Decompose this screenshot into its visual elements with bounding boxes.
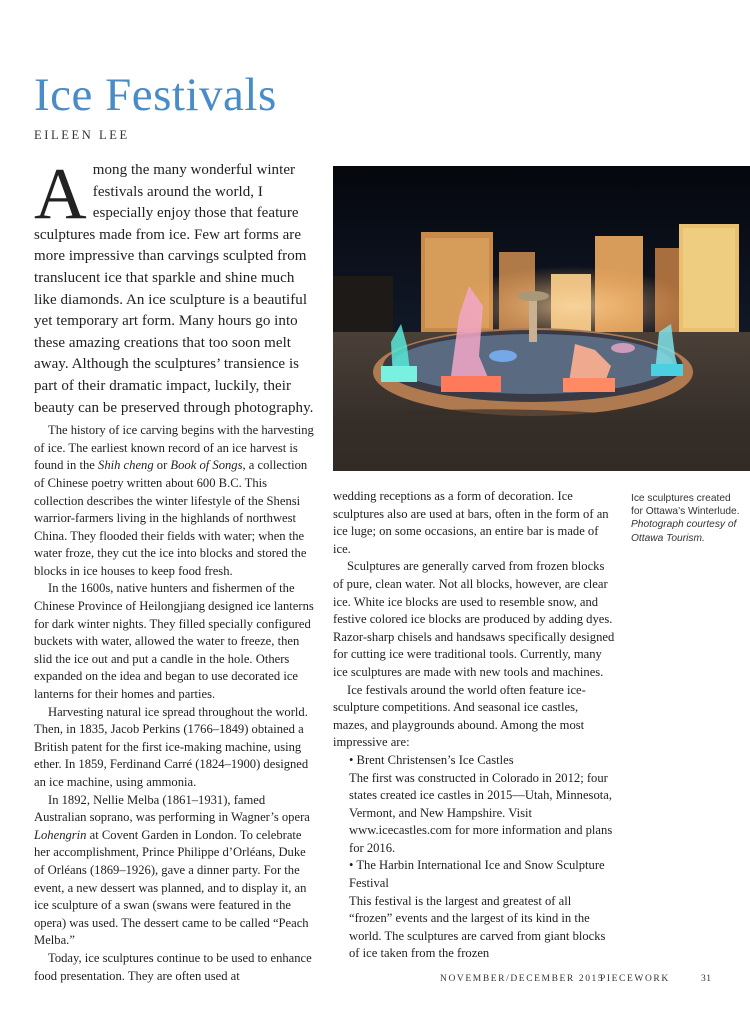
- ice-sculpture-photo: [333, 166, 750, 471]
- paragraph-today: Today, ice sculptures continue to be used to enhance food presentation. They are often used at: [34, 950, 312, 983]
- paragraph-festivals: Ice festivals around the world often feature ice-sculpture competitions. And seasonal ice castles, mazes, and playgrounds abound. Among the most impressive are:: [333, 682, 586, 750]
- bullet-ice-castles: • Brent Christensen’s Ice Castles: [349, 752, 514, 767]
- intro-text: mong the many wonderful winter festivals around the world, I especially enjoy those that feature sculptures made from ice. Few art forms are more impressive than carvings sculpted from translucent ice that sparkle and shine much like diamonds. An ice sculpture is a beautiful yet temporary art form. Many hours go into these amazing creations that too soon melt away. Although the sculptures’ transience is part of their dramatic impact, luckily, their beauty can be preserved through photography.: [34, 162, 314, 416]
- paragraph-blocks: Sculptures are generally carved from frozen blocks of pure, clean water. Not all blocks, however, are clear ice. White ice blocks are used to resemble snow, and festive colored ice blocks are produced by adding dyes. Razor-sharp chisels and handsaws specifically designed for cutting ice were traditional tools. Currently, many ice sculptures are made with new tools and machines.: [333, 559, 615, 679]
- photo-illustration: [333, 166, 750, 471]
- left-body: [34, 422, 318, 985]
- ice-castles-description: The first was constructed in Colorado in 2012; four states created ice castles in 2015—Utah, Minnesota, Vermont, and New Hampshire. Visit www.icecastles.com for more information and plans for 2016.: [349, 770, 613, 855]
- harbin-description: This festival is the largest and greatest of all “frozen” events and the largest of its kind in the world. The sculptures are carved from giant blocks of ice taken from the frozen: [349, 893, 606, 961]
- caption-text: Ice sculptures created for Ottawa’s Winterlude.: [631, 493, 740, 518]
- footer-magazine: PIECEWORK: [600, 974, 670, 984]
- right-column: [333, 488, 615, 963]
- photo-caption: [631, 492, 743, 545]
- caption-credit: Photograph courtesy of Ottawa Tourism.: [631, 519, 737, 544]
- paragraph-wedding: wedding receptions as a form of decoration. Ice sculptures also are used at bars, often in the form of an ice luge; on some occasions, an entire bar is made of ice.: [333, 489, 609, 556]
- article-title: Ice Festivals: [34, 69, 277, 121]
- author-byline: EILEEN LEE: [34, 128, 130, 142]
- paragraph-history: The history of ice carving begins with the harvesting of ice. The earliest known record of an ice harvest is found in the Shih cheng or Book of Songs, a collection of Chinese poetry written about 600 B.C. This collection describes the winter lifestyle of the Shensi warrior-farmers living in the highlands of northwest China. They flooded their fields with water; when the water froze, they cut the ice into blocks and stored the blocks in ice houses to keep food fresh.: [34, 423, 314, 578]
- bullet-harbin: • The Harbin International Ice and Snow Sculpture Festival: [349, 858, 605, 891]
- footer-issue: NOVEMBER/DECEMBER 2015: [440, 974, 605, 984]
- page-number: 31: [701, 974, 712, 984]
- paragraph-lanterns: In the 1600s, native hunters and fishermen of the Chinese Province of Heilongjiang designed ice lanterns for dark winter nights. They filled specially configured buckets with water, allowed the water to freeze, then slid the ice out and put a candle in the hole. Others expanded on the idea and began to use decorated ice lanterns for their homes and parties.: [34, 581, 314, 702]
- intro-paragraph: [34, 153, 318, 419]
- drop-cap: A: [34, 153, 87, 234]
- paragraph-ice-machine: Harvesting natural ice spread throughout the world. Then, in 1835, Jacob Perkins (1766–1849) obtained a British patent for the first ice-making machine, using ether. In 1859, Ferdinand Carré (1824–1900) designed an ice machine, using ammonia.: [34, 704, 309, 789]
- paragraph-melba: In 1892, Nellie Melba (1861–1931), famed Australian soprano, was performing in Wagner’s opera Lohengrin at Covent Garden in London. To celebrate her accomplishment, Prince Philippe d’Orléans, Duke of Orléans (1869–1926), gave a dinner party. For the event, a new dessert was planned, and to display it, an ice sculpture of a swan (swans were featured in the opera) was used. The dessert came to be called “Peach Melba.”: [34, 792, 310, 948]
- left-column: [34, 153, 318, 985]
